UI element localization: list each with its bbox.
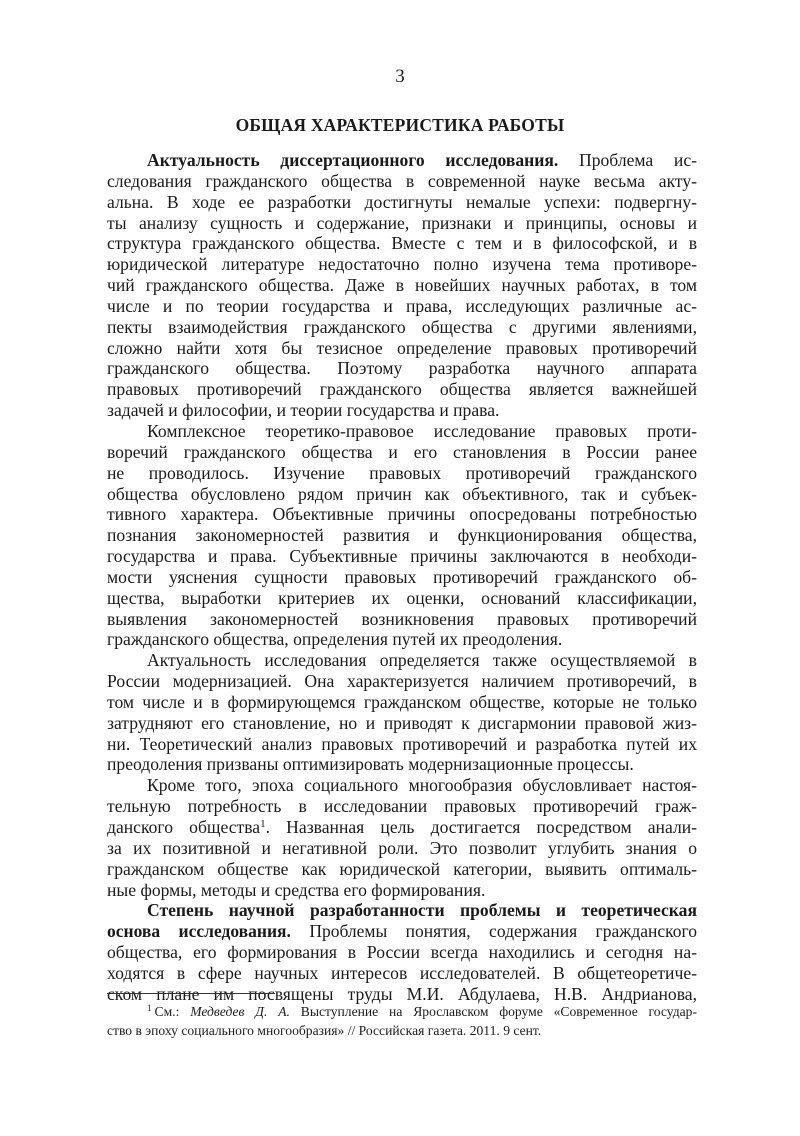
text-line [107,525,697,546]
text-line [107,921,697,942]
text-line [107,463,697,484]
text-run: ни. Теоретический анализ правовых противоречий и разработка путей их [107,733,697,754]
text-run: том числе и в формирующемся гражданском обществе, которые не только [107,691,697,712]
text-line [107,358,697,379]
text-run: Актуальность исследования определяется также осуществляемой в [147,650,697,671]
text-line [107,588,697,609]
text-run: познания закономерностей развития и функционирования общества, [107,525,697,546]
text-run: альна. В ходе ее разработки достигнуты немалые успехи: подвергну- [107,191,697,212]
text-line [107,859,697,880]
footnote-mark: 1 [147,1003,152,1013]
text-run: выявления закономерностей возникновения правовых противоречий [107,608,697,629]
text-line [107,713,697,734]
text-run: Кроме того, эпоха социального многообразия обусловливает настоя- [147,775,697,796]
text-run: . Названная цель достигается посредством анали- [265,817,697,837]
text-run: структура гражданского общества. Вместе с тем и в философской, и в [107,233,697,254]
text-run: гражданском обществе как юридической категории, выявить оптималь- [107,858,697,879]
text-run: сложно найти хотя бы тезисное определение правовых противоречий [107,337,697,358]
text-line [107,192,697,213]
text-run: затрудняют его становление, но и приводят к дисгармонии правовой жиз- [107,712,697,733]
text-line [107,400,697,421]
text-line [107,650,697,671]
bold-run: основа исследования. [107,921,291,942]
text-line [107,609,697,630]
text-run: общества, его формирования в России всегда находились и сегодня на- [107,942,697,963]
text-line [107,213,697,234]
text-line [107,421,697,442]
text-line [107,963,697,984]
bold-run: Актуальность диссертационного исследования. [147,150,559,170]
text-run: юридической литературе недостаточно полно изучена тема противоре- [107,254,697,275]
footnote-text: Выступление на Ярославском форуме «Современное государ- [289,1004,698,1019]
text-line [107,880,697,901]
text-line [107,567,697,588]
text-line [107,171,697,192]
text-line [107,484,697,505]
text-line [107,671,697,692]
text-line [107,817,697,838]
text-run: Проблема ис- [558,150,697,170]
footnote-line [107,1002,697,1021]
text-run: воречий гражданского общества и его становления в России ранее [107,441,697,462]
text-line [107,150,697,171]
text-line [107,796,697,817]
page-number: 3 [395,66,405,87]
text-line [107,338,697,359]
footnote [107,1002,697,1040]
text-run: Проблемы понятия, содержания гражданского [290,921,697,942]
footnote-reference: 1 [260,818,266,830]
footnote-author: Медведев Д. А. [190,1004,290,1019]
bold-run: Степень научной разработанности проблемы и теоретическая [147,900,697,921]
footnote-line: ство в эпоху социального многообразия» // Российская газета. 2011. 9 сент. [107,1023,542,1038]
text-line [107,900,697,921]
body-text [107,150,697,1005]
text-run: ты анализу сущность и содержание, признаки и принципы, основы и [107,212,697,233]
text-line [107,546,697,567]
text-line [107,838,697,859]
text-line [107,275,697,296]
text-run: данского общества [107,817,261,837]
text-line [107,734,697,755]
text-run: чий гражданского общества. Даже в новейших научных работах, в том [107,275,697,296]
text-line [107,317,697,338]
text-run: числе и по теории государства и права, исследующих различные ас- [107,295,697,316]
section-heading: ОБЩАЯ ХАРАКТЕРИСТИКА РАБОТЫ [235,115,565,135]
text-run: гражданского общества, определения путей их преодоления. [107,629,563,650]
text-run: гражданского общества. Поэтому разработка научного аппарата [107,358,697,379]
text-line [107,296,697,317]
text-run: мости уяснения сущности правовых противоречий гражданского об- [107,566,697,587]
text-run: задачей и философии, и теории государства и права. [107,400,500,421]
text-line [107,254,697,275]
text-line [107,233,697,254]
text-line [107,504,697,525]
text-run: щества, выработки критериев их оценки, оснований классификации, [107,587,697,608]
text-run: ском плане им посвящены труды М.И. Абдулаева, Н.В. Андрианова, [107,983,697,1004]
text-run: Комплексное теоретико-правовое исследование правовых проти- [147,420,697,441]
text-run: ходятся в сфере научных интересов исследователей. В общетеоретиче- [107,962,697,983]
text-run: тельную потребность в исследовании правовых противоречий граж- [107,796,697,817]
text-line [107,775,697,796]
text-line [107,442,697,463]
text-run: преодоления призваны оптимизировать модернизационные процессы. [107,754,634,775]
text-run: ные формы, методы и средства его формирования. [107,879,486,900]
text-run: следования гражданского общества в современной науке весьма акту- [107,170,697,191]
footnote-prefix: См.: [154,1004,191,1019]
text-run: не проводилось. Изучение правовых противоречий гражданского [107,462,697,483]
text-run: общества обусловлено рядом причин как объективного, так и субъек- [107,483,697,504]
text-line [107,379,697,400]
text-run: тивного характера. Объективные причины опосредованы потребностью [107,504,697,525]
footnote-separator [107,993,275,994]
text-line [107,754,697,775]
text-run: России модернизацией. Она характеризуется наличием противоречий, в [107,671,697,692]
text-run: пекты взаимодействия гражданского общества с другими явлениями, [107,316,697,337]
text-line [107,629,697,650]
text-run: правовых противоречий гражданского общества является важнейшей [107,379,697,400]
text-run: за их позитивной и негативной роли. Это позволит углубить знания о [107,837,697,858]
text-line [107,692,697,713]
text-line [107,942,697,963]
text-run: государства и права. Субъективные причины заключаются в необходи- [107,546,697,567]
